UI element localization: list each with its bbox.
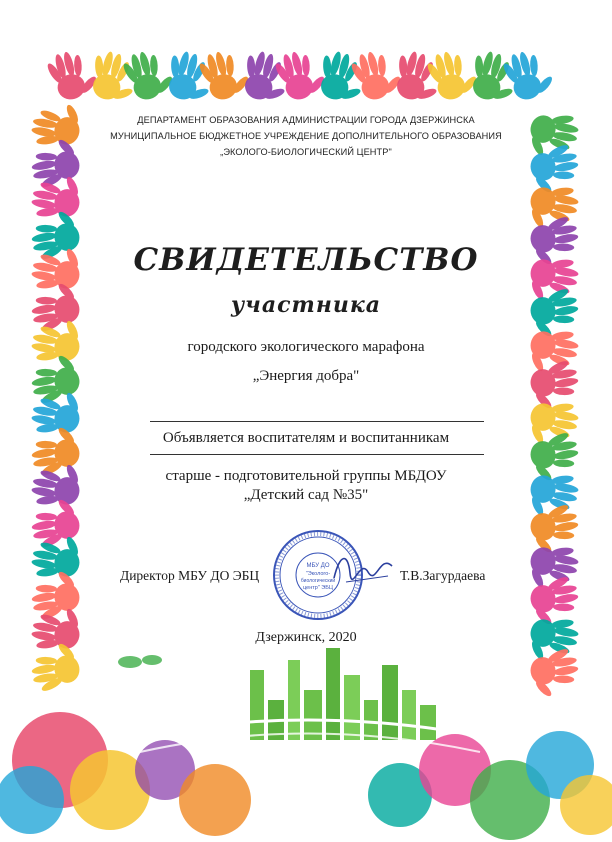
- hand-decoration: [43, 46, 101, 104]
- svg-text:МБУ ДО: МБУ ДО: [306, 563, 330, 569]
- certificate-title: СВИДЕТЕЛЬСТВО: [133, 242, 479, 278]
- signatory-name: Т.В.Загурдаева: [400, 568, 486, 583]
- eco-city-illustration: [0, 648, 612, 840]
- event-name: „Энергия добра": [252, 368, 360, 384]
- header-line-1: ДЕПАРТАМЕНТ ОБРАЗОВАНИЯ АДМИНИСТРАЦИИ ГОРОДА ДЗЕРЖИНСКА: [137, 115, 475, 125]
- svg-text:центр" ЭБЦ: центр" ЭБЦ: [303, 585, 333, 591]
- award-bottom-rule: [150, 454, 484, 455]
- handwritten-signature: [330, 548, 400, 588]
- recipient-line-2: „Детский сад №35": [243, 487, 369, 503]
- certificate-subtitle: участника: [231, 292, 381, 318]
- svg-text:"Эколого-: "Эколого-: [305, 571, 331, 577]
- place-date: Дзержинск, 2020: [255, 630, 357, 645]
- recipient-line-1: старше - подготовительной группы МБДОУ: [165, 468, 447, 484]
- event-line-1: городского экологического марафона: [187, 339, 425, 355]
- svg-text:биологический: биологический: [300, 578, 336, 584]
- award-top-rule: [150, 421, 484, 422]
- hand-decoration: [28, 639, 83, 694]
- header-line-2: МУНИЦИПАЛЬНОЕ БЮДЖЕТНОЕ УЧРЕЖДЕНИЕ ДОПОЛНИТЕЛЬНОГО ОБРАЗОВАНИЯ: [110, 131, 502, 141]
- header-line-3: „ЭКОЛОГО-БИОЛОГИЧЕСКИЙ ЦЕНТР": [220, 147, 392, 157]
- signatory-position: Директор МБУ ДО ЭБЦ: [120, 568, 260, 583]
- award-line: Объявляется воспитателям и воспитанникам: [162, 430, 450, 446]
